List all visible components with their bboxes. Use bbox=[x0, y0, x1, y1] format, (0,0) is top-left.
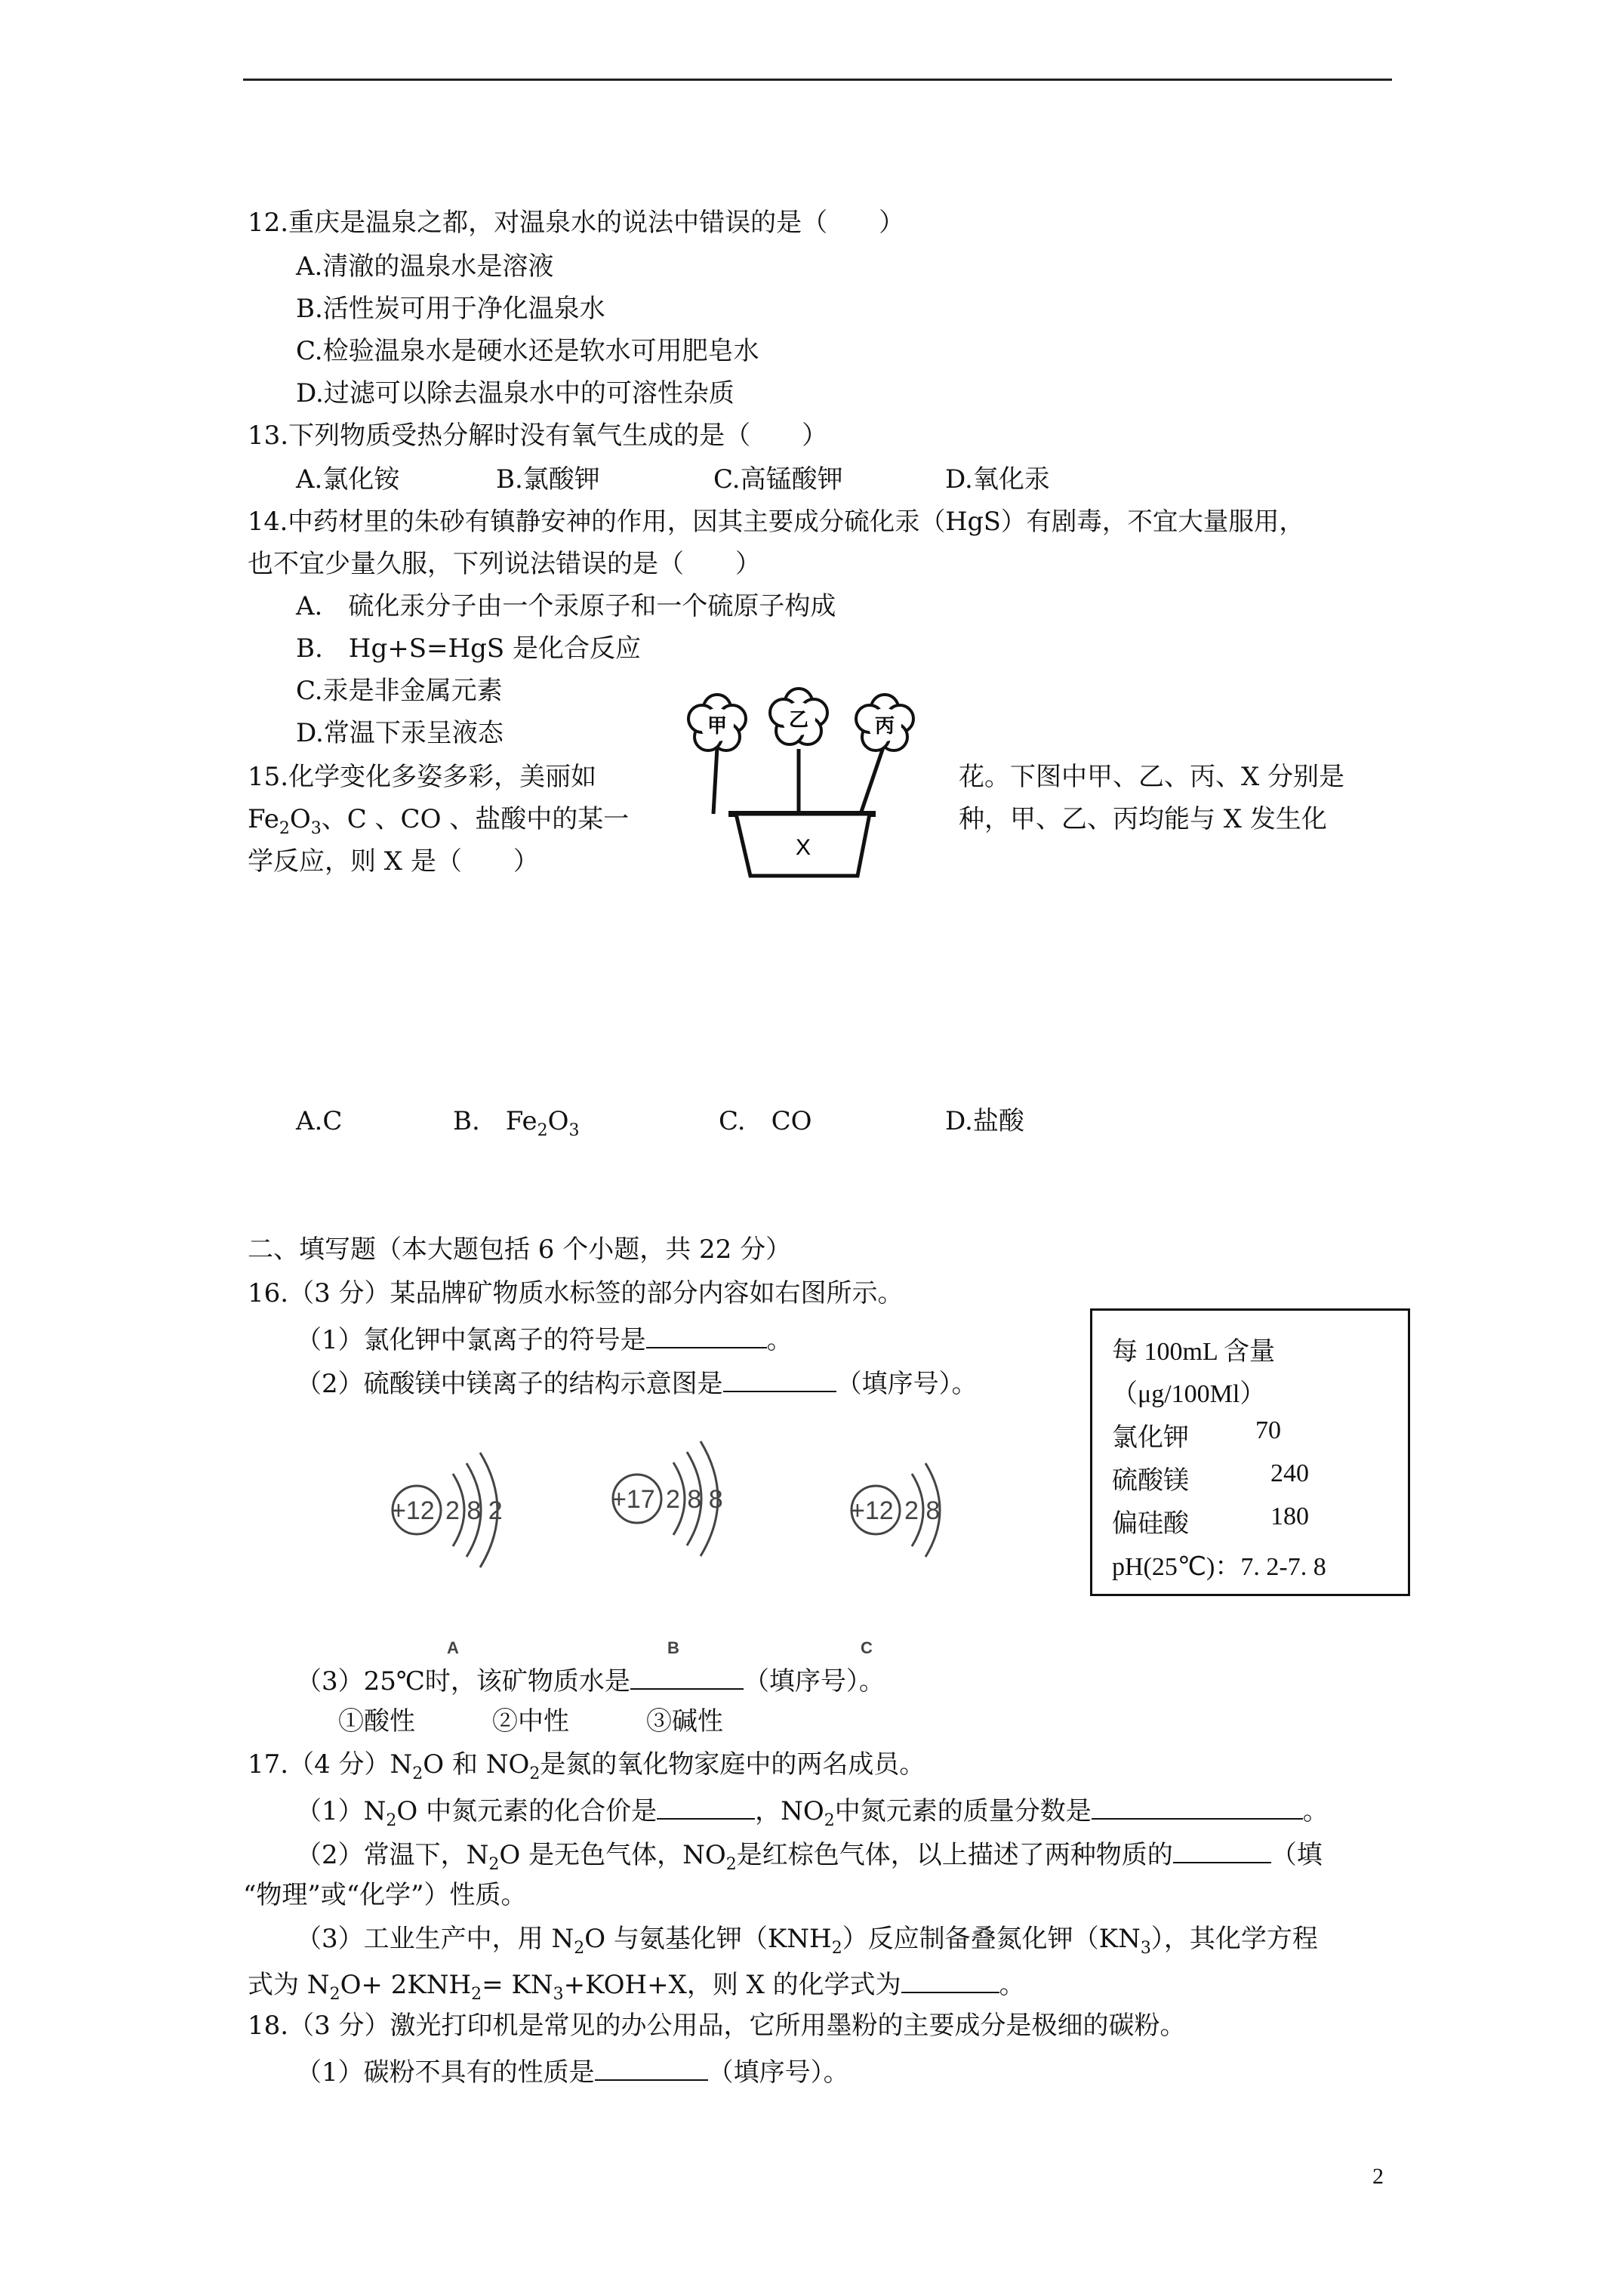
answer-blank[interactable] bbox=[595, 2057, 708, 2081]
shells-a: 2 8 2 bbox=[445, 1496, 503, 1525]
q12-option-c: C.检验温泉水是硬水还是软水可用肥皂水 bbox=[296, 336, 759, 366]
nucleus-c: +12 bbox=[850, 1496, 894, 1525]
q17-part2-line2: “物理”或“化学”）性质。 bbox=[243, 1880, 527, 1910]
label-row-value: 240 bbox=[1270, 1459, 1309, 1487]
q13-option-c: C.高锰酸钾 bbox=[713, 464, 843, 495]
header-rule bbox=[243, 79, 1392, 81]
label-row-value: 70 bbox=[1255, 1416, 1281, 1444]
flower-bing bbox=[856, 695, 913, 750]
q14-stem-line1: 14.中药材里的朱砂有镇静安神的作用，因其主要成分硫化汞（HgS）有剧毒，不宜大量服用， bbox=[248, 507, 1304, 536]
q17-stem: 17.（4 分）$N_2O$ 和 $NO_2$是氮的氧化物家庭中的两名成员。 bbox=[248, 1749, 925, 1783]
answer-blank[interactable] bbox=[1173, 1839, 1271, 1863]
q12-option-d: D.过滤可以除去温泉水中的可溶性杂质 bbox=[296, 378, 735, 408]
ion-structure-diagrams bbox=[377, 1419, 944, 1657]
q13-option-b: B.氯酸钾 bbox=[496, 464, 600, 495]
label-row-value: 180 bbox=[1270, 1502, 1309, 1530]
flower-pot-diagram bbox=[672, 680, 944, 891]
q17-part2: （2）常温下，$N_2O$ 是无色气体，$NO_2$是红棕色气体，以上描述了两种物质的 （填 bbox=[296, 1840, 1323, 1874]
diagram-c bbox=[850, 1463, 940, 1657]
q14-option-d: D.常温下汞呈液态 bbox=[296, 718, 504, 748]
q15-line2-right: 种，甲、乙、丙均能与 X 发生化 bbox=[959, 804, 1327, 834]
label-title: 每 100mL 含量 bbox=[1112, 1338, 1275, 1366]
shells-c: 2 8 bbox=[904, 1496, 941, 1525]
q16-stem: 16.（3 分）某品牌矿物质水标签的部分内容如右图所示。 bbox=[248, 1278, 904, 1308]
q16-part3: （3）25℃时，该矿物质水是 （填序号）。 bbox=[296, 1666, 885, 1697]
q13-stem: 13.下列物质受热分解时没有氧气生成的是（ ） bbox=[248, 421, 828, 451]
q13-option-d: D.氧化汞 bbox=[945, 464, 1050, 495]
q13-option-a: A.氯化铵 bbox=[296, 464, 400, 495]
q16-part2: （2）硫酸镁中镁离子的结构示意图是 （填序号）。 bbox=[296, 1369, 978, 1399]
nucleus-a: +12 bbox=[391, 1496, 435, 1525]
answer-blank[interactable] bbox=[630, 1666, 744, 1690]
flower-label-bing: 丙 bbox=[874, 714, 895, 737]
diagram-a bbox=[391, 1453, 503, 1657]
nucleus-b: +17 bbox=[611, 1485, 655, 1514]
q15-option-b: B. $Fe_2O_3$ bbox=[453, 1106, 580, 1140]
page-number: 2 bbox=[1372, 2164, 1384, 2189]
q12-option-b: B.活性炭可用于净化温泉水 bbox=[296, 294, 605, 324]
q18-part1: （1）碳粉不具有的性质是 （填序号）。 bbox=[296, 2057, 849, 2088]
q17-part3-line2: 式为 $N_2O+ 2KNH_2= KN_3+KOH+X$，则 X 的化学式为 。 bbox=[248, 1970, 1025, 2004]
answer-blank[interactable] bbox=[901, 1969, 999, 1993]
letter-a: A bbox=[447, 1638, 459, 1657]
answer-blank[interactable] bbox=[657, 1795, 755, 1820]
q16-options: ①酸性 ②中性 ③碱性 bbox=[338, 1706, 723, 1737]
q14-option-c: C.汞是非金属元素 bbox=[296, 676, 503, 706]
q15-line1-left: 15.化学变化多姿多彩，美丽如 bbox=[248, 762, 597, 792]
letter-b: B bbox=[667, 1638, 679, 1657]
q12-stem: 12.重庆是温泉之都，对温泉水的说法中错误的是（ ） bbox=[248, 208, 905, 238]
letter-c: C bbox=[861, 1638, 873, 1657]
q15-line1-right: 花。下图中甲、乙、丙、X 分别是 bbox=[959, 762, 1345, 792]
section2-heading: 二、填写题（本大题包括 6 个小题，共 22 分） bbox=[248, 1234, 792, 1265]
q16-part1: （1）氯化钾中氯离子的符号是 。 bbox=[296, 1325, 793, 1355]
label-ph: pH(25℃)：7. 2-7. 8 bbox=[1112, 1553, 1326, 1581]
label-row-name: 氯化钾 bbox=[1112, 1424, 1189, 1452]
flower-label-yi: 乙 bbox=[788, 708, 809, 731]
q14-option-b: B. Hg+S=HgS 是化合反应 bbox=[296, 633, 641, 664]
q17-part1: $(1)N_2O$ 中氮元素的化合价是 ，$NO_2$中氮元素的质量分数是 。 bbox=[296, 1796, 1329, 1830]
q15-line2-left: $Fe_2O_3$、C 、CO 、盐酸中的某一 bbox=[248, 804, 630, 838]
q14-option-a: A. 硫化汞分子由一个汞原子和一个硫原子构成 bbox=[296, 591, 836, 621]
flower-yi bbox=[770, 689, 827, 744]
pot-label-x: X bbox=[795, 835, 812, 860]
flower-label-jia: 甲 bbox=[707, 714, 728, 737]
q17-part3: （3）工业生产中，用 $N_2O$ 与氨基化钾$(KNH_2)$反应制备叠氮化钾$(KN_3)$，其化学方程 bbox=[296, 1924, 1318, 1958]
q12-option-a: A.清澈的温泉水是溶液 bbox=[296, 251, 554, 282]
shells-b: 2 8 8 bbox=[666, 1485, 723, 1514]
q14-stem-line2: 也不宜少量久服，下列说法错误的是（ ） bbox=[248, 549, 761, 579]
q18-stem: 18.（3 分）激光打印机是常见的办公用品，它所用墨粉的主要成分是极细的碳粉。 bbox=[248, 2011, 1186, 2041]
label-row-name: 硫酸镁 bbox=[1112, 1467, 1189, 1495]
label-unit: （μg/100Ml） bbox=[1112, 1380, 1266, 1408]
flower-jia bbox=[688, 695, 746, 750]
label-row-name: 偏硅酸 bbox=[1112, 1510, 1189, 1538]
answer-blank[interactable] bbox=[1092, 1795, 1303, 1820]
q15-option-c: C. CO bbox=[719, 1106, 812, 1136]
answer-blank[interactable] bbox=[723, 1368, 836, 1392]
diagram-b bbox=[611, 1441, 723, 1657]
q15-option-a: A.C bbox=[296, 1106, 343, 1136]
mineral-water-label bbox=[1090, 1308, 1410, 1596]
q15-option-d: D.盐酸 bbox=[945, 1106, 1024, 1136]
q15-line3: 学反应，则 X 是（ ） bbox=[248, 846, 539, 877]
answer-blank[interactable] bbox=[646, 1324, 767, 1348]
